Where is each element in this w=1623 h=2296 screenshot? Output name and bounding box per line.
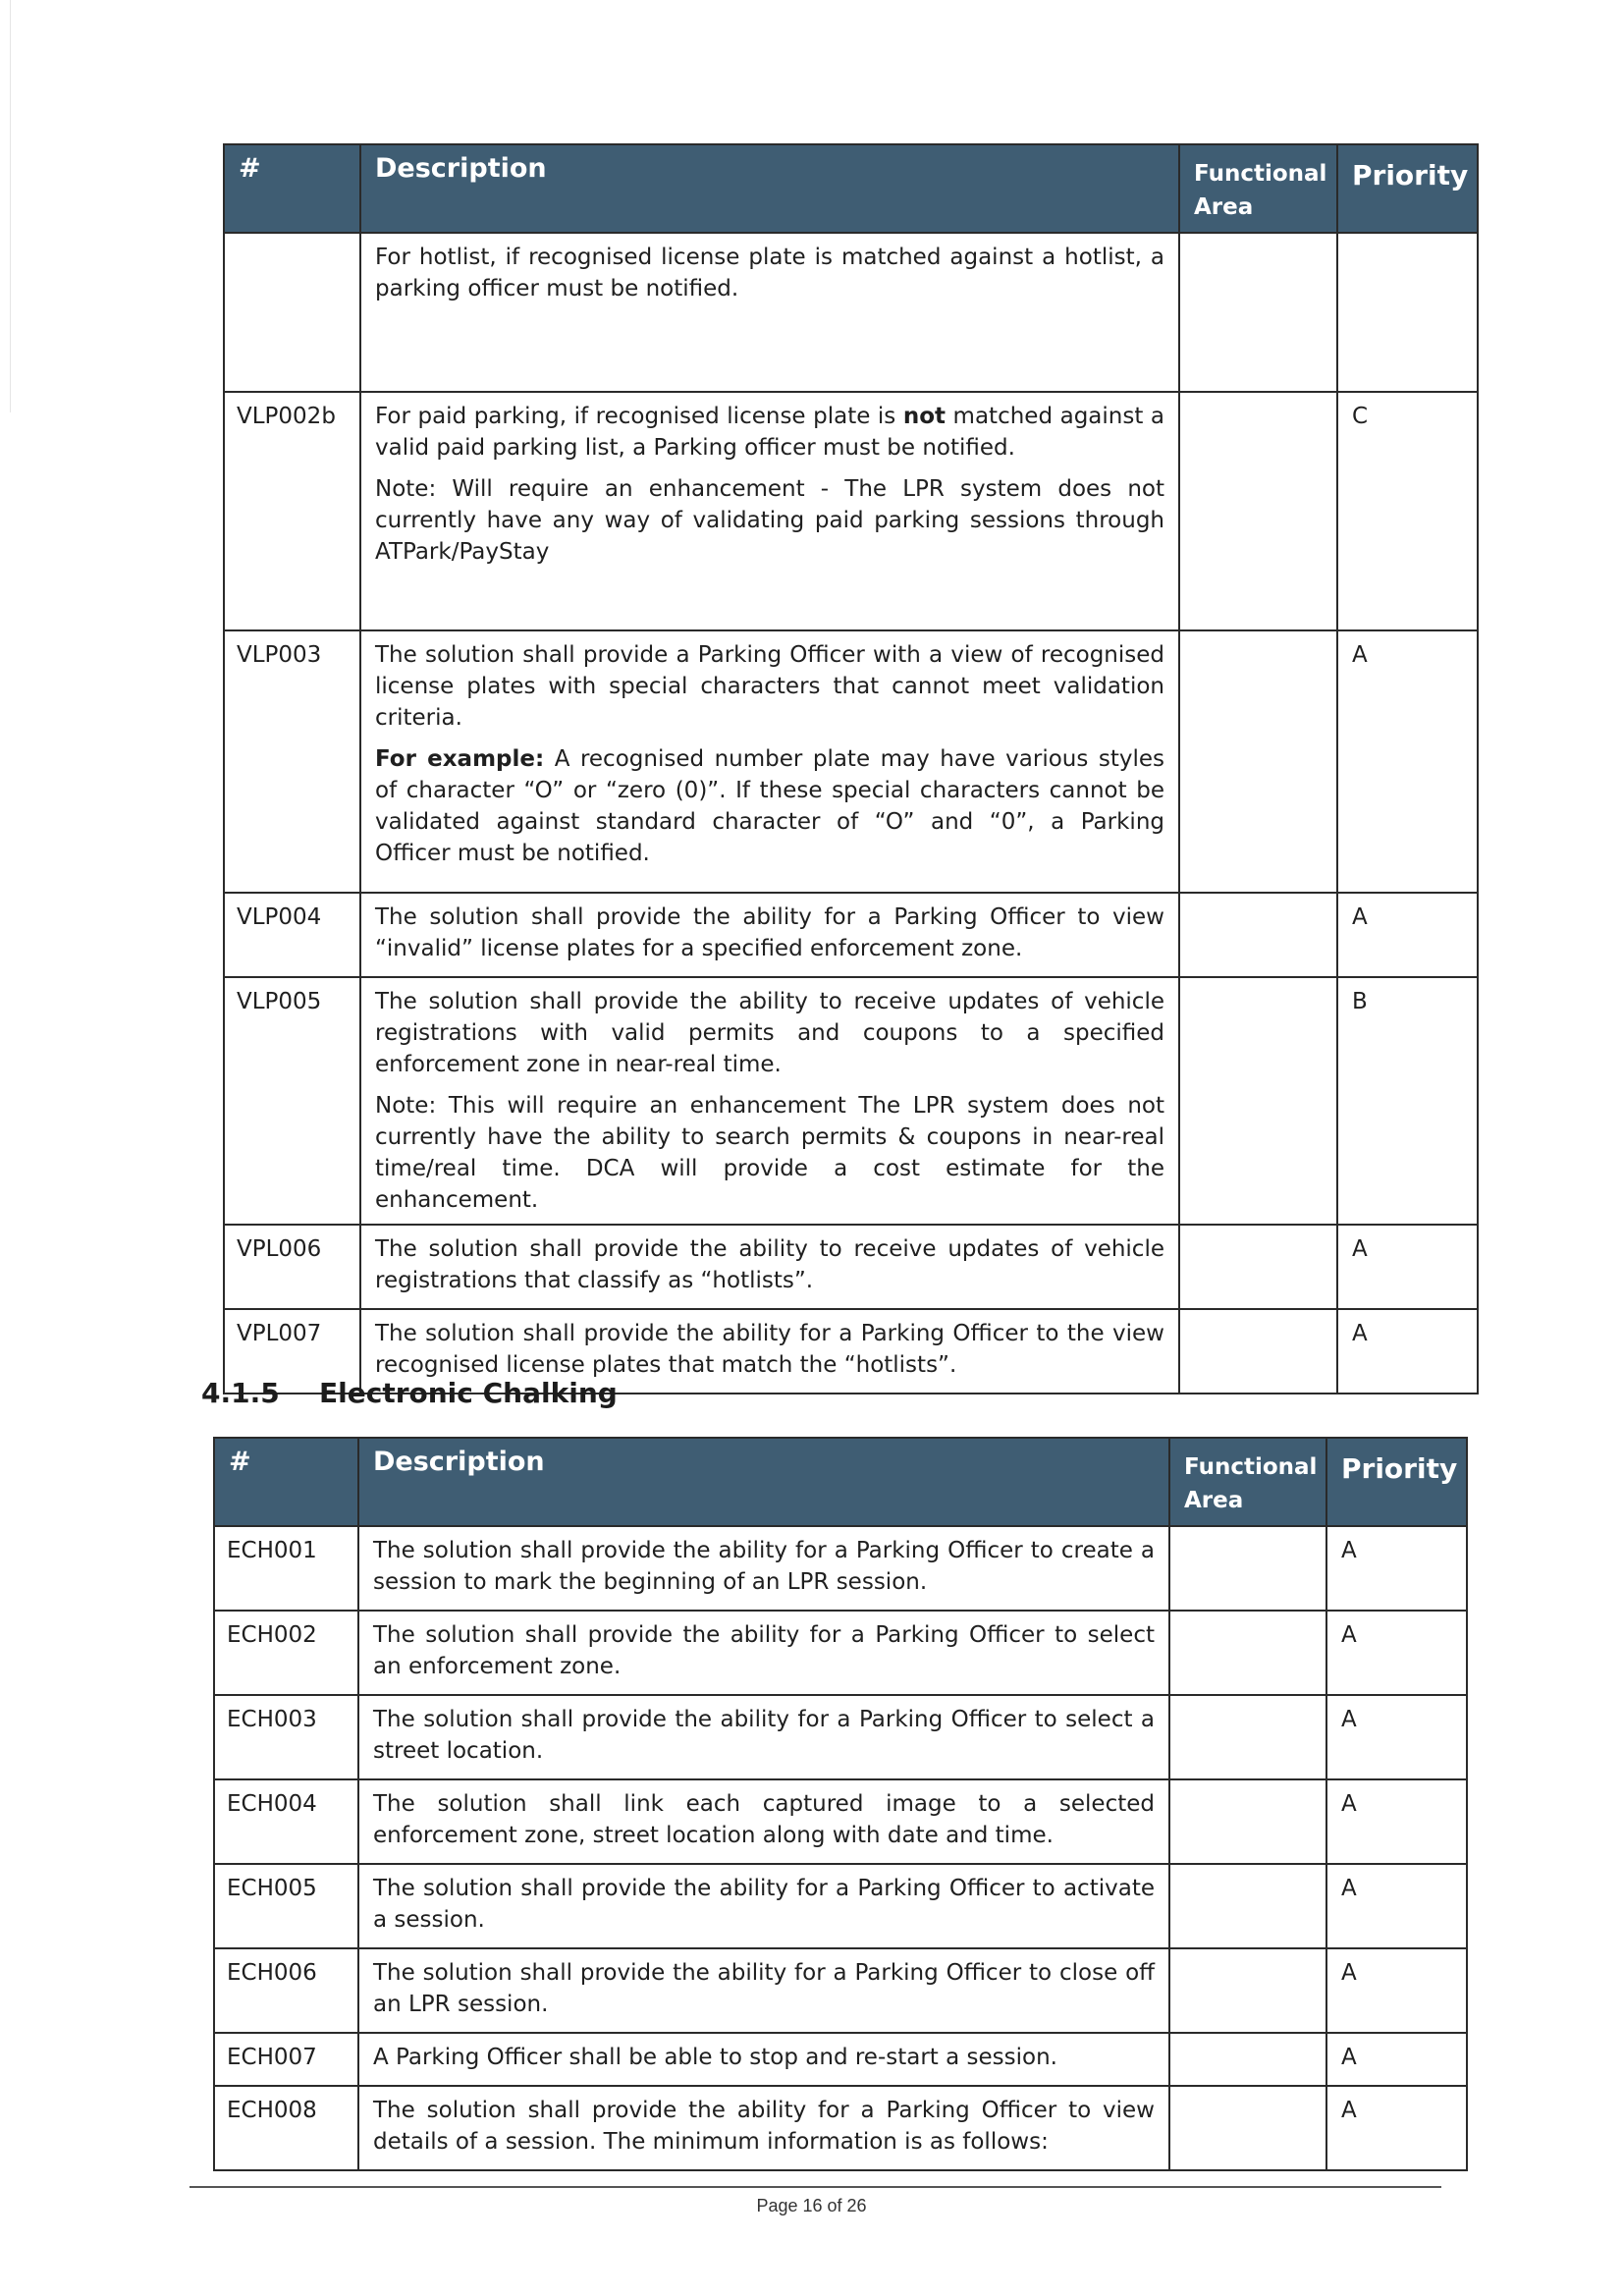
req-id: VLP003 <box>224 630 360 893</box>
req-id: ECH002 <box>214 1611 358 1695</box>
header-id: # <box>224 144 360 233</box>
req-id: ECH003 <box>214 1695 358 1779</box>
page-number: Page 16 of 26 <box>756 2196 867 2215</box>
req-example: For example: A recognised number plate may have various styles of character “O” or “zero (0)”. If these special characters cannot be validated against standard character of “O” and “0”, a Parking Officer must be notified. <box>375 746 1164 866</box>
req-id: ECH005 <box>214 1864 358 1948</box>
req-text: The solution shall provide the ability to receive updates of vehicle registrations with valid permits and coupons to a specified enforcement zone in near-real time. <box>375 989 1164 1077</box>
req-functional-area <box>1169 1695 1326 1779</box>
header-functional-area: Functional Area <box>1169 1438 1326 1526</box>
req-text: The solution shall provide the ability for a Parking Officer to view “invalid” license plates for a specified enforcement zone. <box>375 904 1164 961</box>
req-description <box>358 1779 1169 1864</box>
req-text: The solution shall provide the ability for a Parking Officer to the view recognised license plates that match the “hotlists”. <box>375 1321 1164 1378</box>
req-functional-area <box>1169 1948 1326 2033</box>
req-text: The solution shall provide the ability for a Parking Officer to activate a session. <box>373 1876 1155 1933</box>
table-row <box>224 1225 1478 1309</box>
req-text: The solution shall provide the ability to receive updates of vehicle registrations that classify as “hotlists”. <box>375 1236 1164 1293</box>
req-description <box>360 977 1179 1225</box>
table-row <box>224 630 1478 893</box>
req-description <box>358 1864 1169 1948</box>
req-note: Note: Will require an enhancement - The LPR system does not currently have any way of validating paid parking sessions through ATPark/PayStay <box>375 476 1164 565</box>
req-text: The solution shall provide the ability for a Parking Officer to create a session to mark the beginning of an LPR session. <box>373 1538 1155 1595</box>
scan-edge-mark <box>10 0 11 412</box>
section-number: 4.1.5 <box>201 1377 280 1409</box>
req-text: A Parking Officer shall be able to stop and re-start a session. <box>373 2045 1057 2070</box>
req-description <box>358 2086 1169 2170</box>
req-priority: A <box>1337 630 1478 893</box>
table-row <box>224 233 1478 392</box>
req-functional-area <box>1179 977 1337 1225</box>
req-id: VPL007 <box>224 1309 360 1394</box>
requirements-table-electronic-chalking <box>213 1437 1468 2171</box>
table-row <box>214 1779 1467 1864</box>
footer-divider <box>189 2186 1441 2188</box>
req-description <box>360 392 1179 630</box>
req-priority: A <box>1326 1948 1467 2033</box>
table-row <box>214 1864 1467 1948</box>
section-heading <box>201 1377 618 1409</box>
req-priority: A <box>1326 1779 1467 1864</box>
table-row <box>214 1526 1467 1611</box>
req-description <box>360 630 1179 893</box>
section-title: Electronic Chalking <box>319 1377 618 1409</box>
table-row <box>214 2086 1467 2170</box>
req-priority: A <box>1326 2033 1467 2086</box>
req-id: ECH007 <box>214 2033 358 2086</box>
header-priority: Priority <box>1337 144 1478 233</box>
req-text: The solution shall link each captured image to a selected enforcement zone, street location along with date and time. <box>373 1791 1155 1848</box>
req-text: The solution shall provide the ability for a Parking Officer to close off an LPR session. <box>373 1960 1155 2017</box>
req-id: VLP004 <box>224 893 360 977</box>
header-description: Description <box>358 1438 1169 1526</box>
req-description <box>360 233 1179 392</box>
req-functional-area <box>1169 2033 1326 2086</box>
req-priority <box>1337 233 1478 392</box>
req-priority: A <box>1326 1526 1467 1611</box>
req-functional-area <box>1169 1864 1326 1948</box>
req-functional-area <box>1179 1309 1337 1394</box>
req-priority: C <box>1337 392 1478 630</box>
req-description <box>358 2033 1169 2086</box>
req-id: ECH004 <box>214 1779 358 1864</box>
req-functional-area <box>1169 2086 1326 2170</box>
req-text: The solution shall provide the ability for a Parking Officer to select an enforcement zone. <box>373 1622 1155 1679</box>
req-id: ECH006 <box>214 1948 358 2033</box>
header-priority: Priority <box>1326 1438 1467 1526</box>
table-row <box>214 1695 1467 1779</box>
req-functional-area <box>1169 1611 1326 1695</box>
req-priority: A <box>1326 2086 1467 2170</box>
req-description <box>358 1948 1169 2033</box>
req-text: For hotlist, if recognised license plate is matched against a hotlist, a parking officer must be notified. <box>375 245 1164 301</box>
req-description <box>358 1611 1169 1695</box>
header-id: # <box>214 1438 358 1526</box>
req-id: VPL006 <box>224 1225 360 1309</box>
requirements-table-lpr <box>223 143 1479 1394</box>
req-id: ECH001 <box>214 1526 358 1611</box>
req-functional-area <box>1179 392 1337 630</box>
req-functional-area <box>1179 630 1337 893</box>
req-id: VLP005 <box>224 977 360 1225</box>
req-description <box>360 1225 1179 1309</box>
header-functional-area: Functional Area <box>1179 144 1337 233</box>
req-priority: A <box>1326 1611 1467 1695</box>
req-id: ECH008 <box>214 2086 358 2170</box>
emphasis-not: not <box>902 404 947 429</box>
req-id: VLP002b <box>224 392 360 630</box>
header-description: Description <box>360 144 1179 233</box>
table-header-row <box>224 144 1478 233</box>
table-row <box>224 977 1478 1225</box>
table-row <box>214 1948 1467 2033</box>
req-description <box>360 893 1179 977</box>
req-functional-area <box>1179 893 1337 977</box>
req-description <box>358 1695 1169 1779</box>
table-row <box>224 392 1478 630</box>
req-functional-area <box>1169 1526 1326 1611</box>
req-note: Note: This will require an enhancement The LPR system does not currently have the ability to search permits & coupons in near-real time/real time. DCA will provide a cost estimate for the enhancement. <box>375 1093 1164 1213</box>
req-priority: A <box>1337 893 1478 977</box>
req-text: The solution shall provide a Parking Officer with a view of recognised license plates with special characters that cannot meet validation criteria. <box>375 642 1164 731</box>
req-priority: A <box>1326 1695 1467 1779</box>
table-row <box>224 893 1478 977</box>
table-row <box>214 1611 1467 1695</box>
table-row <box>214 2033 1467 2086</box>
table-header-row <box>214 1438 1467 1526</box>
req-text: The solution shall provide the ability for a Parking Officer to select a street location. <box>373 1707 1155 1764</box>
req-text: For paid parking, if recognised license plate is not matched against a valid paid parking list, a Parking officer must be notified. <box>375 404 1164 461</box>
req-priority: A <box>1337 1309 1478 1394</box>
req-priority: B <box>1337 977 1478 1225</box>
req-text: The solution shall provide the ability for a Parking Officer to view details of a session. The minimum information is as follows: <box>373 2098 1155 2155</box>
req-functional-area <box>1179 233 1337 392</box>
req-priority: A <box>1326 1864 1467 1948</box>
req-id <box>224 233 360 392</box>
req-functional-area <box>1169 1779 1326 1864</box>
req-description <box>358 1526 1169 1611</box>
req-functional-area <box>1179 1225 1337 1309</box>
req-priority: A <box>1337 1225 1478 1309</box>
